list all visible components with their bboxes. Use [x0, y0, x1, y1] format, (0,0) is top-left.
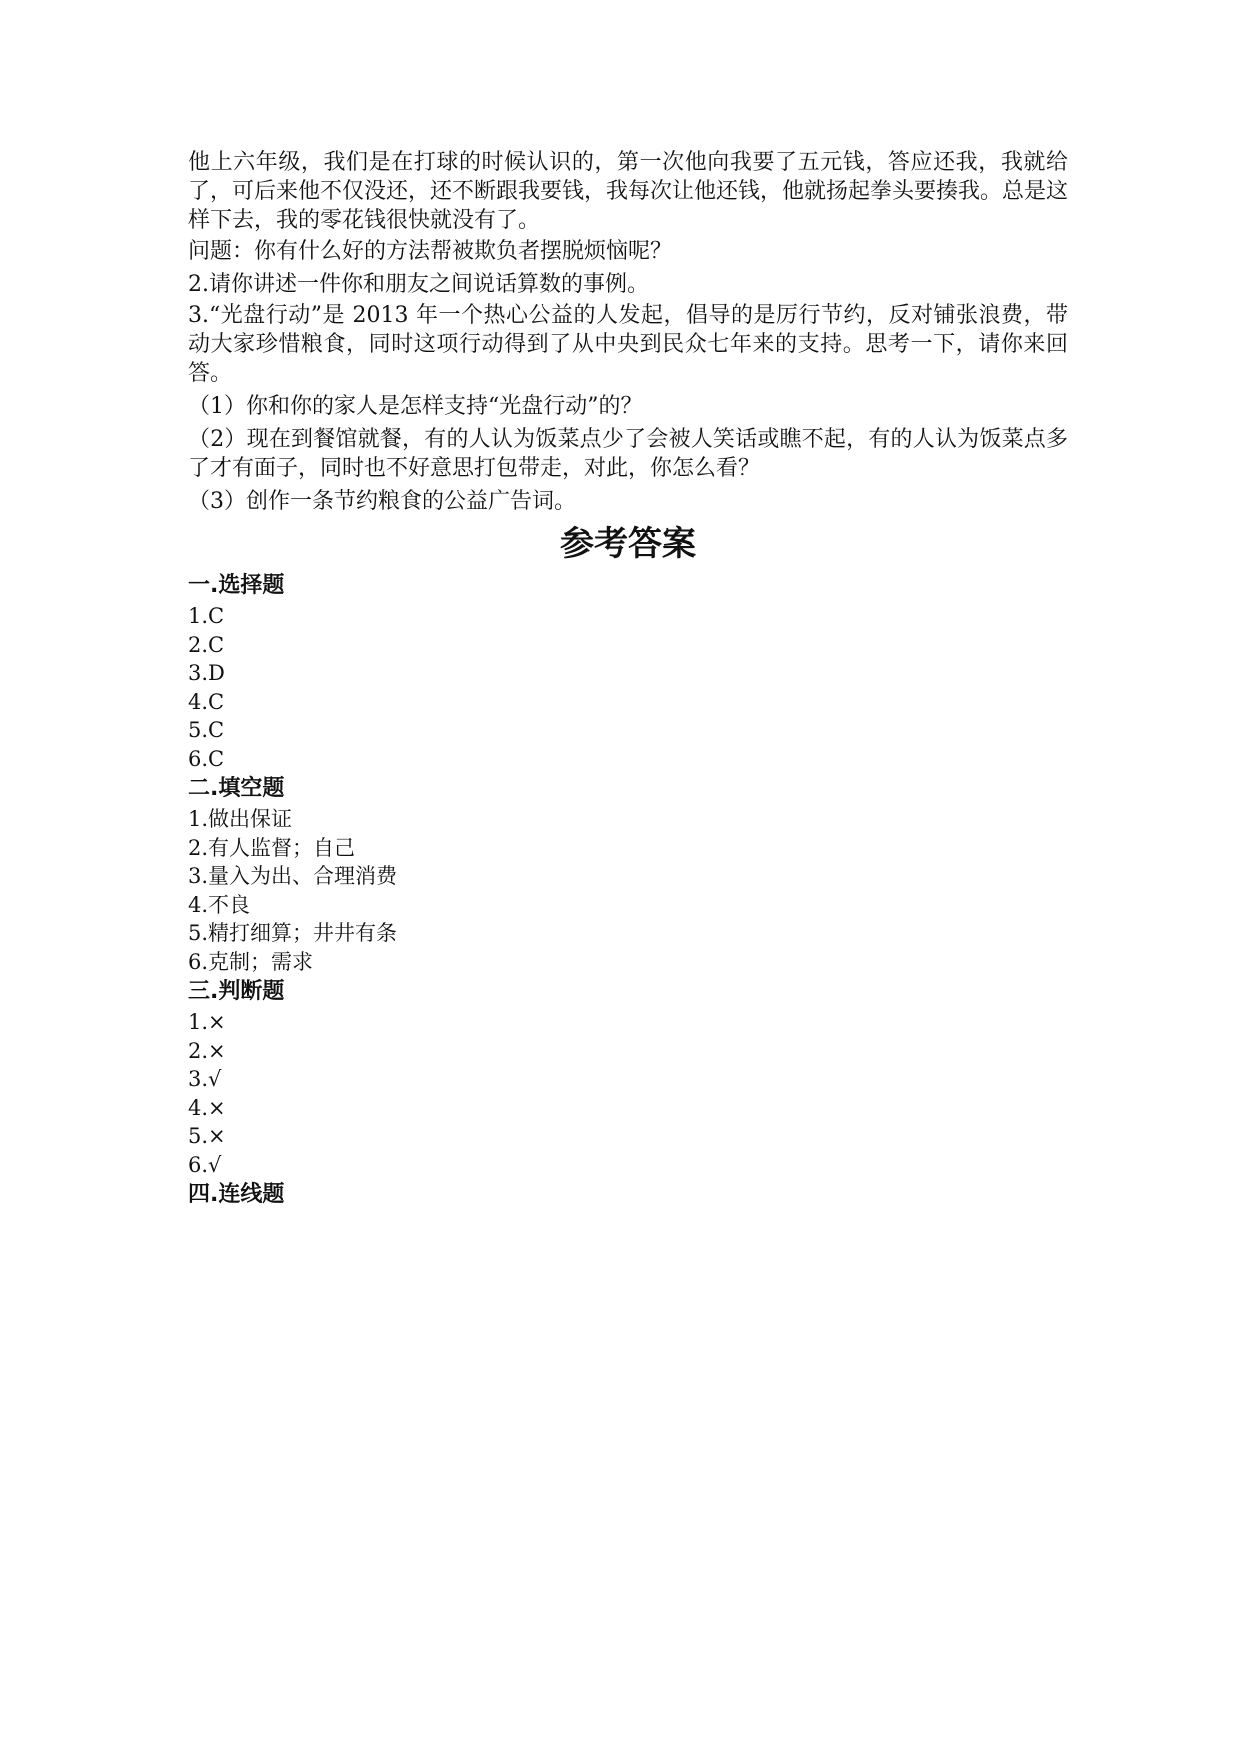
- answer-item: 3.D: [188, 661, 225, 685]
- answer-list: [188, 602, 1068, 773]
- answer-section-fill-blank: [188, 773, 1068, 976]
- answer-item: 3.√: [188, 1067, 222, 1091]
- answer-item: 6.C: [188, 746, 225, 771]
- question-1-prompt: 问题：你有什么好的方法帮被欺负者摆脱烦恼呢？: [188, 239, 673, 264]
- answer-item: 6.克制；需求: [188, 949, 314, 974]
- answer-item: 5.×: [188, 1124, 226, 1148]
- answer-section-true-false: [188, 976, 1068, 1179]
- question-2: 2.请你讲述一件你和朋友之间说话算数的事例。: [188, 272, 649, 297]
- answer-item: 4.不良: [188, 892, 251, 917]
- answer-list: [188, 1008, 1068, 1179]
- answer-item: 1.×: [188, 1010, 226, 1034]
- answer-item: 2.有人监督；自己: [188, 835, 356, 860]
- answer-list: [188, 805, 1068, 976]
- answer-section-choice: [188, 570, 1068, 773]
- answer-item: 5.精打细算；井井有条: [188, 921, 398, 945]
- question-3-sub-2: （2）现在到餐馆就餐，有的人认为饭菜点少了会被人笑话或瞧不起，有的人认为饭菜点多了才有面子，同时也不好意思打包带走，对此，你怎么看？: [188, 427, 1068, 481]
- question-3-sub-3: （3）创作一条节约粮食的公益广告词。: [188, 489, 576, 514]
- answer-item: 2.C: [188, 632, 225, 657]
- section-heading: 三.判断题: [188, 979, 285, 1004]
- section-heading: 四.连线题: [188, 1182, 285, 1207]
- question-3-intro: 3.“光盘行动”是 2013 年一个热心公益的人发起，倡导的是厉行节约，反对铺张浪费，带动大家珍惜粮食，同时这项行动得到了从中央到民众七年来的支持。思考一下，请你来回答。: [188, 303, 1068, 386]
- section-heading: 二.填空题: [188, 776, 285, 801]
- answer-item: 3.量入为出、合理消费: [188, 864, 398, 888]
- section-heading: 一.选择题: [188, 573, 285, 598]
- answer-item: 2.×: [188, 1038, 226, 1063]
- story-paragraph: 他上六年级，我们是在打球的时候认识的，第一次他向我要了五元钱，答应还我，我就给了，可后来他不仅没还，还不断跟我要钱，我每次让他还钱，他就扬起拳头要揍我。总是这样下去，我的零花钱很快就没有了。: [188, 150, 1069, 233]
- answer-item: 1.C: [188, 604, 225, 628]
- answer-item: 5.C: [188, 718, 225, 742]
- answer-section-matching: [188, 1179, 1068, 1211]
- document-page: [188, 148, 1068, 1211]
- answer-item: 4.×: [188, 1095, 226, 1120]
- question-3-sub-1: （1）你和你的家人是怎样支持“光盘行动”的？: [188, 394, 643, 419]
- answer-item: 4.C: [188, 689, 225, 714]
- answer-item: 1.做出保证: [188, 807, 293, 831]
- answer-item: 6.√: [188, 1152, 222, 1177]
- answer-key-title: 参考答案: [560, 524, 696, 564]
